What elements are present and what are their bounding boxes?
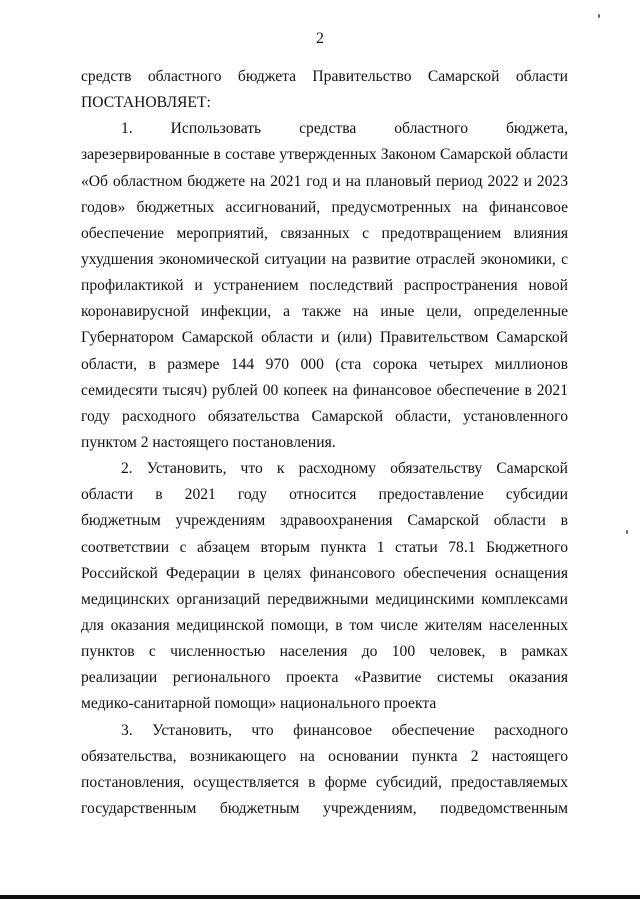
text-line: для оказания медицинской помощи, в том числе жителям населенных [81, 616, 568, 634]
text-line: зарезервированные в составе утвержденных Законом Самарской области [81, 146, 568, 164]
scan-edge [0, 895, 640, 899]
text-line: году расходного обязательства Самарской области, установленного [81, 407, 568, 425]
text-line: Российской Федерации в целях финансового обеспечения оснащения [81, 564, 568, 582]
text-line: «Об областном бюджете на 2021 год и на плановый период 2022 и 2023 [81, 172, 568, 190]
paragraph-0 [81, 64, 568, 116]
text-line: пунктов с численностью населения до 100 человек, в рамках [81, 643, 568, 661]
text-line: годов» бюджетных ассигнований, предусмотренных на финансовое [81, 198, 568, 216]
paragraph-1 [81, 116, 568, 456]
text-line: постановления, осуществляется в форме субсидий, предоставляемых [81, 773, 568, 791]
text-line: семидесяти тысяч) рублей 00 копеек на финансовое обеспечение в 2021 [81, 381, 568, 399]
text-line: 1. Использовать средства областного бюджета, [121, 120, 568, 138]
scan-artifact [598, 14, 600, 18]
scan-artifact [626, 530, 628, 534]
text-line: ПОСТАНОВЛЯЕТ: [81, 94, 211, 112]
text-line: 2. Установить, что к расходному обязательству Самарской [121, 460, 568, 478]
paragraph-3 [81, 718, 568, 823]
text-line: бюджетным учреждениям здравоохранения Самарской области в [81, 512, 568, 530]
document-body [81, 64, 568, 822]
text-line: медицинских организаций передвижными медицинскими комплексами [81, 590, 568, 608]
text-line: реализации регионального проекта «Развитие системы оказания [81, 669, 568, 687]
text-line: пунктом 2 настоящего постановления. [81, 433, 336, 451]
text-line: профилактикой и устранением последствий распространения новой [81, 277, 568, 295]
text-line: медико-санитарной помощи» национального проекта [81, 695, 437, 713]
text-line: 3. Установить, что финансовое обеспечение расходного [121, 721, 568, 739]
text-line: области в 2021 году относится предоставление субсидии [81, 486, 568, 504]
text-line: соответствии с абзацем вторым пункта 1 статьи 78.1 Бюджетного [81, 538, 568, 556]
text-line: коронавирусной инфекции, а также на иные цели, определенные [81, 303, 568, 321]
text-line: ухудшения экономической ситуации на развитие отраслей экономики, с [81, 250, 568, 268]
text-line: государственным бюджетным учреждениям, подведомственным [81, 799, 568, 817]
paragraph-2 [81, 456, 568, 717]
text-line: обязательства, возникающего на основании пункта 2 настоящего [81, 747, 568, 765]
text-line: Губернатором Самарской области и (или) Правительством Самарской [81, 329, 568, 347]
text-line: средств областного бюджета Правительство Самарской области [81, 68, 568, 85]
text-line: области, в размере 144 970 000 (ста сорока четырех миллионов [81, 355, 568, 373]
page-number: 2 [316, 30, 324, 47]
text-line: обеспечение мероприятий, связанных с предотвращением влияния [81, 224, 568, 242]
